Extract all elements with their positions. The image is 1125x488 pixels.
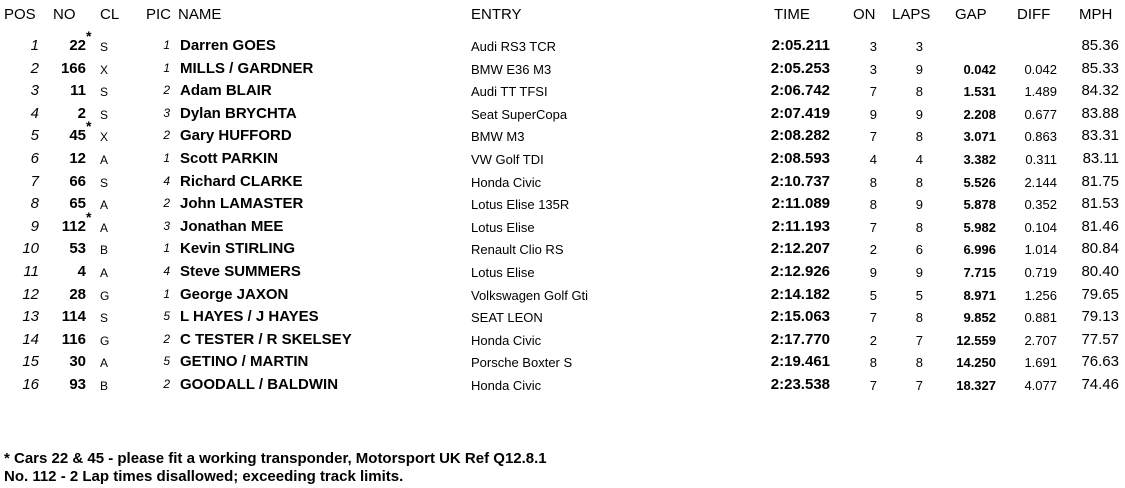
cell-pic: 2 (163, 196, 170, 211)
cell-cl: S (100, 85, 109, 100)
cell-name: Scott PARKIN (180, 150, 279, 167)
cell-diff: 0.311 (1025, 152, 1057, 167)
cell-cl: B (100, 243, 109, 258)
cell-laps: 4 (915, 152, 923, 167)
cell-on: 5 (869, 287, 877, 303)
cell-gap: 18.327 (956, 378, 996, 393)
cell-on: 7 (869, 84, 877, 100)
cell-diff: 2.707 (1024, 332, 1057, 348)
cell-pos: 5 (30, 127, 39, 145)
cell-pic: 2 (163, 377, 170, 391)
cell-on: 2 (869, 332, 877, 348)
cell-name: Kevin STIRLING (180, 240, 296, 258)
cell-pos: 4 (30, 104, 39, 122)
cell-mph: 76.63 (1081, 353, 1119, 371)
header-entry: ENTRY (471, 6, 522, 23)
cell-pic: 1 (163, 286, 170, 301)
cell-no: 116 (61, 330, 86, 348)
cell-gap: 5.982 (963, 219, 996, 235)
header-gap: GAP (955, 6, 987, 23)
cell-diff: 1.014 (1024, 242, 1057, 258)
cell-pos: 1 (30, 37, 39, 54)
cell-gap: 1.531 (963, 84, 996, 100)
table-row (0, 284, 1125, 306)
cell-cl: S (100, 311, 109, 326)
cell-diff: 0.863 (1024, 129, 1057, 145)
cell-time: 2:12.207 (770, 240, 830, 258)
cell-laps: 8 (915, 310, 923, 326)
cell-name: GOODALL / BALDWIN (180, 376, 339, 393)
cell-mph: 80.84 (1081, 240, 1119, 258)
cell-entry: Porsche Boxter S (471, 355, 573, 371)
footnote-transponder: * Cars 22 & 45 - please fit a working transponder, Motorsport UK Ref Q12.8.1 (4, 450, 547, 467)
cell-pos: 10 (22, 240, 39, 258)
cell-gap: 3.071 (963, 129, 996, 145)
cell-gap: 9.852 (963, 310, 996, 326)
cell-no: 4 (77, 263, 86, 280)
cell-name: Adam BLAIR (180, 82, 272, 100)
cell-laps: 5 (915, 287, 923, 303)
cell-diff: 1.691 (1024, 355, 1057, 371)
cell-on: 3 (869, 61, 877, 77)
cell-cl: X (100, 62, 109, 77)
cell-no: 53 (69, 240, 86, 258)
cell-gap: 8.971 (963, 287, 996, 303)
cell-time: 2:07.419 (770, 104, 830, 122)
table-row (0, 118, 1125, 147)
header-time: TIME (774, 6, 810, 23)
cell-pos: 11 (23, 263, 39, 280)
cell-pos: 3 (30, 82, 39, 100)
cell-pic: 2 (163, 331, 170, 346)
table-row (0, 261, 1125, 283)
cell-entry: Honda Civic (471, 332, 542, 348)
cell-mph: 79.65 (1081, 285, 1119, 303)
cell-no: 30 (69, 353, 86, 371)
cell-on: 8 (869, 174, 877, 190)
header-no: NO (53, 6, 76, 23)
cell-on: 7 (869, 129, 877, 145)
header-pic: PIC (146, 6, 172, 23)
cell-diff: 0.352 (1024, 197, 1057, 213)
cell-pos: 14 (22, 330, 39, 348)
cell-laps: 8 (915, 129, 923, 145)
cell-diff: 0.104 (1024, 219, 1057, 235)
cell-on: 3 (869, 39, 877, 54)
table-row (0, 351, 1125, 373)
cell-no: 112 (61, 217, 86, 235)
table-row (0, 28, 1125, 57)
cell-time: 2:15.063 (770, 308, 830, 326)
cell-time: 2:10.737 (770, 172, 830, 190)
cell-time: 2:17.770 (770, 330, 830, 348)
cell-entry: Lotus Elise (471, 265, 535, 280)
cell-pos: 2 (30, 59, 39, 77)
asterisk-mark: * (86, 28, 92, 44)
cell-cl: S (100, 107, 109, 122)
table-row (0, 58, 1125, 80)
table-row (0, 80, 1125, 102)
cell-mph: 85.33 (1081, 59, 1119, 77)
cell-entry: Audi RS3 TCR (471, 39, 557, 54)
cell-name: George JAXON (180, 285, 289, 303)
header-laps: LAPS (892, 6, 931, 23)
cell-laps: 9 (915, 61, 923, 77)
cell-time: 2:06.742 (770, 82, 830, 100)
cell-pic: 4 (163, 173, 170, 188)
header-name: NAME (178, 6, 222, 23)
cell-gap: 14.250 (956, 355, 996, 371)
cell-gap: 7.715 (963, 265, 996, 280)
cell-cl: B (100, 379, 109, 393)
cell-no: 2 (77, 104, 86, 122)
cell-mph: 80.40 (1081, 263, 1119, 280)
cell-diff: 0.719 (1024, 265, 1057, 280)
cell-entry: Lotus Elise (471, 219, 535, 235)
cell-pos: 12 (22, 285, 39, 303)
header-diff: DIFF (1017, 6, 1051, 23)
cell-laps: 3 (915, 39, 923, 54)
cell-on: 7 (869, 219, 877, 235)
cell-diff: 1.489 (1024, 84, 1057, 100)
cell-mph: 81.46 (1081, 217, 1119, 235)
cell-no: 66 (69, 172, 86, 190)
cell-no: 65 (69, 195, 86, 213)
cell-no: 93 (69, 376, 86, 393)
cell-name: Jonathan MEE (180, 217, 284, 235)
cell-on: 9 (869, 106, 877, 122)
cell-mph: 85.36 (1081, 37, 1119, 54)
cell-no: 11 (70, 82, 86, 100)
cell-time: 2:14.182 (770, 285, 830, 303)
cell-entry: BMW E36 M3 (471, 61, 552, 77)
table-row (0, 329, 1125, 351)
cell-mph: 84.32 (1081, 82, 1119, 100)
cell-entry: Audi TT TFSI (471, 84, 548, 100)
cell-time: 2:11.089 (771, 195, 830, 213)
cell-mph: 77.57 (1081, 330, 1119, 348)
cell-name: Darren GOES (180, 37, 276, 54)
cell-laps: 8 (915, 219, 923, 235)
header-mph: MPH (1079, 6, 1113, 23)
cell-pic: 5 (163, 354, 170, 369)
cell-laps: 9 (915, 106, 923, 122)
cell-gap: 5.526 (963, 174, 996, 190)
cell-entry: Lotus Elise 135R (471, 197, 570, 213)
cell-on: 7 (869, 378, 877, 393)
cell-on: 2 (869, 242, 877, 258)
cell-mph: 83.31 (1081, 127, 1119, 145)
cell-pos: 16 (22, 376, 39, 393)
cell-pos: 9 (30, 217, 39, 235)
cell-mph: 81.75 (1081, 172, 1119, 190)
cell-laps: 8 (915, 174, 923, 190)
cell-pic: 2 (163, 83, 170, 98)
cell-gap: 12.559 (956, 332, 996, 348)
asterisk-mark: * (86, 118, 92, 135)
table-row (0, 148, 1125, 170)
cell-time: 2:23.538 (770, 376, 830, 393)
cell-pic: 3 (163, 218, 170, 233)
cell-time: 2:05.211 (771, 37, 830, 54)
cell-pic: 1 (163, 38, 170, 52)
cell-no: 12 (69, 150, 86, 167)
cell-diff: 0.042 (1024, 61, 1057, 77)
footnote-track-limits: No. 112 - 2 Lap times disallowed; exceeding track limits. (4, 468, 404, 485)
cell-cl: A (100, 356, 109, 371)
cell-time: 2:08.593 (770, 150, 830, 167)
cell-no: 166 (60, 59, 86, 77)
cell-time: 2:11.193 (771, 217, 830, 235)
cell-laps: 6 (915, 242, 923, 258)
cell-diff: 0.677 (1024, 106, 1057, 122)
cell-pos: 7 (30, 172, 39, 190)
cell-cl: X (100, 130, 109, 145)
cell-entry: Honda Civic (471, 174, 542, 190)
cell-cl: A (100, 220, 109, 235)
cell-on: 4 (869, 152, 877, 167)
cell-cl: S (100, 175, 109, 190)
cell-laps: 8 (915, 355, 923, 371)
cell-pos: 15 (22, 353, 39, 371)
cell-pic: 1 (163, 151, 170, 165)
cell-on: 8 (869, 355, 877, 371)
cell-name: MILLS / GARDNER (180, 59, 314, 77)
cell-entry: Renault Clio RS (471, 242, 564, 258)
cell-on: 7 (869, 310, 877, 326)
cell-name: L HAYES / J HAYES (180, 308, 319, 326)
cell-entry: Honda Civic (471, 378, 542, 393)
cell-pic: 1 (163, 60, 170, 75)
cell-no: 45 (69, 127, 86, 145)
cell-on: 9 (869, 265, 877, 280)
cell-entry: BMW M3 (471, 129, 525, 145)
cell-laps: 7 (915, 378, 923, 393)
header-cl: CL (100, 6, 120, 23)
cell-gap: 6.996 (963, 242, 996, 258)
cell-diff: 1.256 (1024, 287, 1057, 303)
cell-cl: S (100, 40, 109, 54)
cell-pic: 4 (163, 264, 170, 278)
cell-name: GETINO / MARTIN (180, 353, 309, 371)
cell-cl: G (100, 333, 110, 348)
cell-laps: 9 (915, 265, 923, 280)
cell-gap: 0.042 (963, 61, 996, 77)
cell-mph: 81.53 (1081, 195, 1119, 213)
cell-time: 2:12.926 (770, 263, 830, 280)
cell-cl: A (100, 266, 109, 280)
cell-no: 114 (61, 308, 86, 326)
cell-entry: VW Golf TDI (471, 152, 544, 167)
cell-on: 8 (869, 197, 877, 213)
cell-pos: 13 (22, 308, 39, 326)
cell-entry: Volkswagen Golf Gti (471, 287, 589, 303)
table-row (0, 238, 1125, 260)
cell-name: Steve SUMMERS (180, 263, 301, 280)
cell-pos: 6 (30, 150, 39, 167)
cell-cl: A (100, 153, 109, 167)
cell-time: 2:19.461 (770, 353, 830, 371)
table-row (0, 306, 1125, 328)
cell-cl: G (100, 288, 110, 303)
cell-gap: 5.878 (963, 197, 996, 213)
cell-mph: 83.88 (1081, 104, 1119, 122)
cell-laps: 7 (915, 332, 923, 348)
table-row (0, 208, 1125, 238)
cell-name: Gary HUFFORD (180, 127, 292, 145)
cell-time: 2:08.282 (770, 127, 830, 145)
cell-mph: 79.13 (1081, 308, 1119, 326)
table-row (0, 374, 1125, 396)
header-on: ON (853, 6, 876, 23)
cell-name: Dylan BRYCHTA (180, 104, 297, 122)
cell-gap: 2.208 (963, 106, 996, 122)
table-row (0, 103, 1125, 125)
cell-laps: 9 (915, 197, 923, 213)
cell-name: Richard CLARKE (180, 172, 303, 190)
cell-pic: 1 (163, 241, 170, 256)
cell-diff: 2.144 (1024, 174, 1057, 190)
cell-pic: 5 (163, 309, 170, 324)
header-pos: POS (4, 6, 36, 23)
cell-entry: Seat SuperCopa (471, 106, 568, 122)
cell-mph: 83.11 (1082, 150, 1119, 167)
cell-diff: 4.077 (1024, 378, 1057, 393)
cell-name: John LAMASTER (180, 195, 304, 213)
cell-entry: SEAT LEON (471, 310, 543, 326)
cell-mph: 74.46 (1081, 376, 1119, 393)
cell-time: 2:05.253 (770, 59, 830, 77)
cell-no: 28 (69, 285, 86, 303)
cell-laps: 8 (915, 84, 923, 100)
asterisk-mark: * (86, 208, 92, 225)
table-row (0, 171, 1125, 193)
cell-gap: 3.382 (963, 152, 996, 167)
cell-pic: 2 (163, 128, 170, 143)
table-row (0, 193, 1125, 215)
cell-name: C TESTER / R SKELSEY (180, 330, 352, 348)
cell-cl: A (100, 198, 109, 213)
cell-pic: 3 (163, 105, 170, 120)
cell-pos: 8 (30, 195, 39, 213)
cell-diff: 0.881 (1024, 310, 1057, 326)
cell-no: 22 (69, 37, 86, 54)
